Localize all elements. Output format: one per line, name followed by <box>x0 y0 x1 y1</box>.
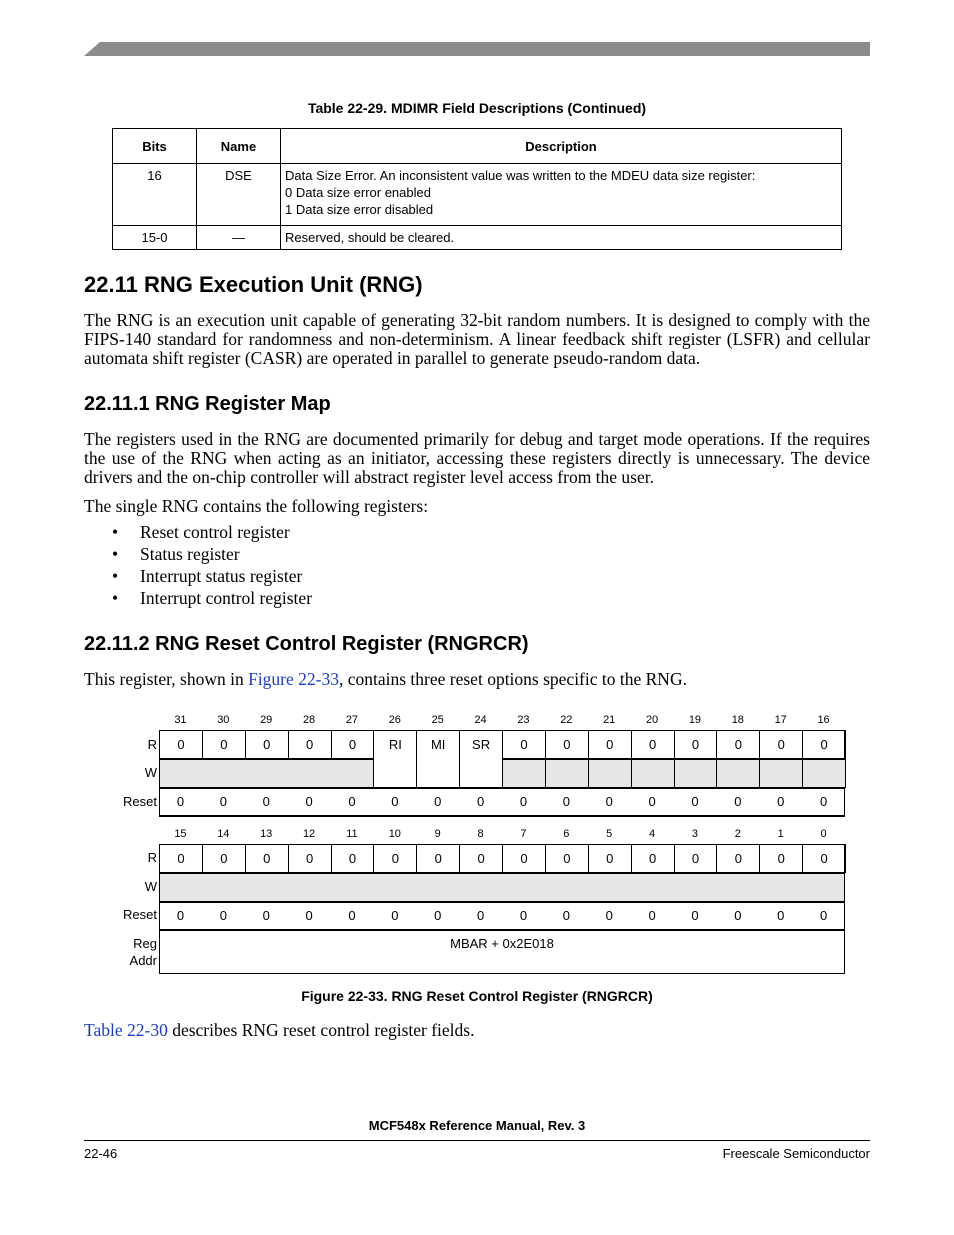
read-bit: 0 <box>716 844 760 873</box>
row-label-reg-addr: Reg Addr <box>129 936 157 968</box>
reset-bit: 0 <box>348 908 356 923</box>
reset-bit: 0 <box>819 908 828 923</box>
reset-bit: 0 <box>434 908 442 923</box>
row-label-write: W <box>144 765 157 780</box>
footer-divider <box>84 1140 870 1141</box>
description-line: Data Size Error. An inconsistent value was written to the MDEU data size register: <box>285 168 756 183</box>
bit-number: 22 <box>560 714 573 726</box>
bit-number: 15 <box>174 828 187 840</box>
row-label-reset: Reset <box>123 907 157 922</box>
closing-paragraph: Table 22-30 describes RNG reset control register fields. <box>84 1020 475 1040</box>
bit-number: 24 <box>474 714 487 726</box>
reset-bit: 0 <box>348 794 356 809</box>
read-bit: 0 <box>202 730 246 759</box>
reset-bit: 0 <box>691 794 699 809</box>
write-reserved <box>159 873 845 902</box>
register-map-paragraph: The registers used in the RNG are documented primarily for debug and target mode operations. If the requires the use of the RNG when acting as an initiator, accessing these registers directly is unnecessary. The device drivers and the on-chip controller will abstract register level access from the user. <box>84 429 870 487</box>
read-bit: 0 <box>459 844 503 873</box>
footer-company: Freescale Semiconductor <box>722 1146 870 1161</box>
read-bit: 0 <box>502 844 546 873</box>
bit-number: 1 <box>777 828 784 840</box>
write-bit <box>674 759 718 788</box>
figure-caption: Figure 22-33. RNG Reset Control Register (RNGRCR) <box>301 988 653 1004</box>
reset-control-paragraph: This register, shown in Figure 22-33, contains three reset options specific to the RNG. <box>84 669 687 689</box>
col-header-name: Name <box>197 129 281 164</box>
bit-number: 26 <box>388 714 401 726</box>
register-frame <box>159 844 845 930</box>
read-bit: 0 <box>545 844 589 873</box>
read-bit: 0 <box>288 844 332 873</box>
cell-bits: 16 <box>113 164 197 226</box>
list-item: • Interrupt status register <box>112 566 303 586</box>
reset-row-frame <box>159 902 845 931</box>
bit-number: 18 <box>731 714 744 726</box>
cell-name: — <box>197 226 281 250</box>
bit-number: 11 <box>346 828 358 840</box>
bit-number: 6 <box>563 828 570 840</box>
bit-number: 7 <box>520 828 527 840</box>
reset-bit: 0 <box>605 908 613 923</box>
row-label-reset: Reset <box>123 794 157 809</box>
reset-bit: 0 <box>605 794 613 809</box>
reset-bit: 0 <box>391 908 399 923</box>
bit-number: 5 <box>606 828 613 840</box>
read-bit: 0 <box>245 730 289 759</box>
register-field: MI <box>416 730 460 788</box>
reset-bit: 0 <box>648 908 656 923</box>
reset-bit: 0 <box>562 908 570 923</box>
read-bit: 0 <box>202 844 246 873</box>
read-bit: 0 <box>588 844 632 873</box>
register-field: RI <box>373 730 417 788</box>
reset-row-frame <box>159 788 845 817</box>
description-line: Reserved, should be cleared. <box>285 230 455 245</box>
register-field: SR <box>459 730 503 788</box>
bit-number: 16 <box>817 714 830 726</box>
section-heading-reset-control: 22.11.2 RNG Reset Control Register (RNGRCR) <box>84 633 529 655</box>
bit-number: 19 <box>688 714 702 726</box>
field-description-table <box>112 128 842 250</box>
read-bit: 0 <box>502 730 546 759</box>
bit-number: 14 <box>217 828 230 840</box>
bit-number: 25 <box>431 714 444 726</box>
description-line: 1 Data size error disabled <box>285 202 434 217</box>
reset-bit: 0 <box>305 794 313 809</box>
read-bit: 0 <box>545 730 589 759</box>
bit-number: 10 <box>388 828 401 840</box>
reset-bit: 0 <box>777 794 785 809</box>
bit-number: 12 <box>302 828 316 840</box>
write-bit <box>631 759 675 788</box>
write-bit <box>502 759 546 788</box>
register-list <box>84 521 312 609</box>
reset-bit: 0 <box>305 908 313 923</box>
read-bit: 0 <box>802 844 846 873</box>
bit-number: 0 <box>820 828 827 840</box>
read-bit: 0 <box>159 844 203 873</box>
reset-bit: 0 <box>734 908 742 923</box>
bit-number: 23 <box>517 714 530 726</box>
read-bit: 0 <box>159 730 203 759</box>
read-bit: 0 <box>802 730 846 759</box>
reset-bit: 0 <box>391 794 399 809</box>
write-bit <box>545 759 589 788</box>
bit-number: 17 <box>774 714 787 726</box>
bit-number: 20 <box>645 714 659 726</box>
list-item: • Reset control register <box>112 522 290 542</box>
bit-number: 8 <box>477 828 484 840</box>
write-bit <box>802 759 846 788</box>
read-bit: 0 <box>631 730 675 759</box>
reset-bit: 0 <box>691 908 699 923</box>
reset-bit: 0 <box>819 794 828 809</box>
bit-number: 9 <box>434 828 441 840</box>
cell-name: DSE <box>197 164 281 226</box>
cell-description <box>281 164 842 226</box>
section-heading-rng: 22.11 RNG Execution Unit (RNG) <box>84 272 423 297</box>
table-link[interactable]: Table 22-30 <box>84 1020 168 1040</box>
table-caption: Table 22-29. MDIMR Field Descriptions (Continued) <box>307 100 647 116</box>
read-bit: 0 <box>245 844 289 873</box>
bit-number: 30 <box>217 714 230 726</box>
read-bit: 0 <box>416 844 460 873</box>
read-bit: 0 <box>373 844 417 873</box>
reset-bit: 0 <box>648 794 656 809</box>
header-bar <box>84 42 870 56</box>
list-item: • Status register <box>112 544 240 564</box>
footer-title: MCF548x Reference Manual, Rev. 3 <box>368 1118 586 1133</box>
row-label-read: R <box>147 737 157 752</box>
register-frame <box>159 730 845 816</box>
write-bit <box>716 759 760 788</box>
reset-bit: 0 <box>434 794 442 809</box>
read-bit: 0 <box>716 730 760 759</box>
bit-number: 4 <box>649 828 656 840</box>
list-item: • Interrupt control register <box>112 588 313 608</box>
read-bit: 0 <box>674 844 718 873</box>
reset-bit: 0 <box>219 908 227 923</box>
reset-bit: 0 <box>476 908 485 923</box>
read-bit: 0 <box>288 730 332 759</box>
write-bit <box>759 759 803 788</box>
read-bit: 0 <box>759 730 803 759</box>
bit-number: 21 <box>603 714 616 726</box>
figure-link[interactable]: Figure 22-33 <box>248 669 339 689</box>
read-bit: 0 <box>331 844 375 873</box>
bit-number: 29 <box>260 714 273 726</box>
bit-number: 31 <box>174 714 187 726</box>
col-header-bits: Bits <box>113 129 197 164</box>
write-bit <box>588 759 632 788</box>
cell-description <box>281 226 842 250</box>
reset-bit: 0 <box>562 794 570 809</box>
reset-bit: 0 <box>176 794 185 809</box>
reset-bit: 0 <box>176 908 185 923</box>
read-bit: 0 <box>631 844 675 873</box>
bit-number: 2 <box>734 828 741 840</box>
bit-number: 3 <box>691 828 698 840</box>
reset-bit: 0 <box>219 794 227 809</box>
cell-bits: 15-0 <box>113 226 197 250</box>
register-list-intro: The single RNG contains the following registers: <box>84 496 429 516</box>
reset-bit: 0 <box>519 794 528 809</box>
bit-number: 28 <box>302 714 316 726</box>
read-bit: 0 <box>331 730 375 759</box>
register-address-cell <box>159 929 845 974</box>
table-header-row <box>113 129 842 164</box>
bit-number: 27 <box>345 714 359 726</box>
rng-intro-paragraph: The RNG is an execution unit capable of generating 32-bit random numbers. It is designed to comply with the FIPS-140 standard for randomness and non-determinism. A linear feedback shift register (LSFR) and cellular automata shift register (CASR) are operated in parallel to generate pseudo-random data. <box>84 310 870 368</box>
section-heading-register-map: 22.11.1 RNG Register Map <box>84 393 331 415</box>
reset-bit: 0 <box>734 794 742 809</box>
read-bit: 0 <box>588 730 632 759</box>
row-label-write: W <box>144 879 157 894</box>
table-row <box>113 226 842 250</box>
write-reserved <box>159 759 374 788</box>
reset-bit: 0 <box>262 908 270 923</box>
table-row <box>113 164 842 226</box>
row-label-read: R <box>147 850 157 865</box>
register-address: MBAR + 0x2E018 <box>450 936 554 951</box>
reset-bit: 0 <box>476 794 485 809</box>
read-bit: 0 <box>674 730 718 759</box>
page-number: 22-46 <box>84 1146 118 1161</box>
read-bit: 0 <box>759 844 803 873</box>
reset-bit: 0 <box>262 794 270 809</box>
reset-bit: 0 <box>777 908 785 923</box>
reset-bit: 0 <box>519 908 528 923</box>
bit-number: 13 <box>260 828 273 840</box>
col-header-description: Description <box>281 129 842 164</box>
description-line: 0 Data size error enabled <box>285 185 431 200</box>
